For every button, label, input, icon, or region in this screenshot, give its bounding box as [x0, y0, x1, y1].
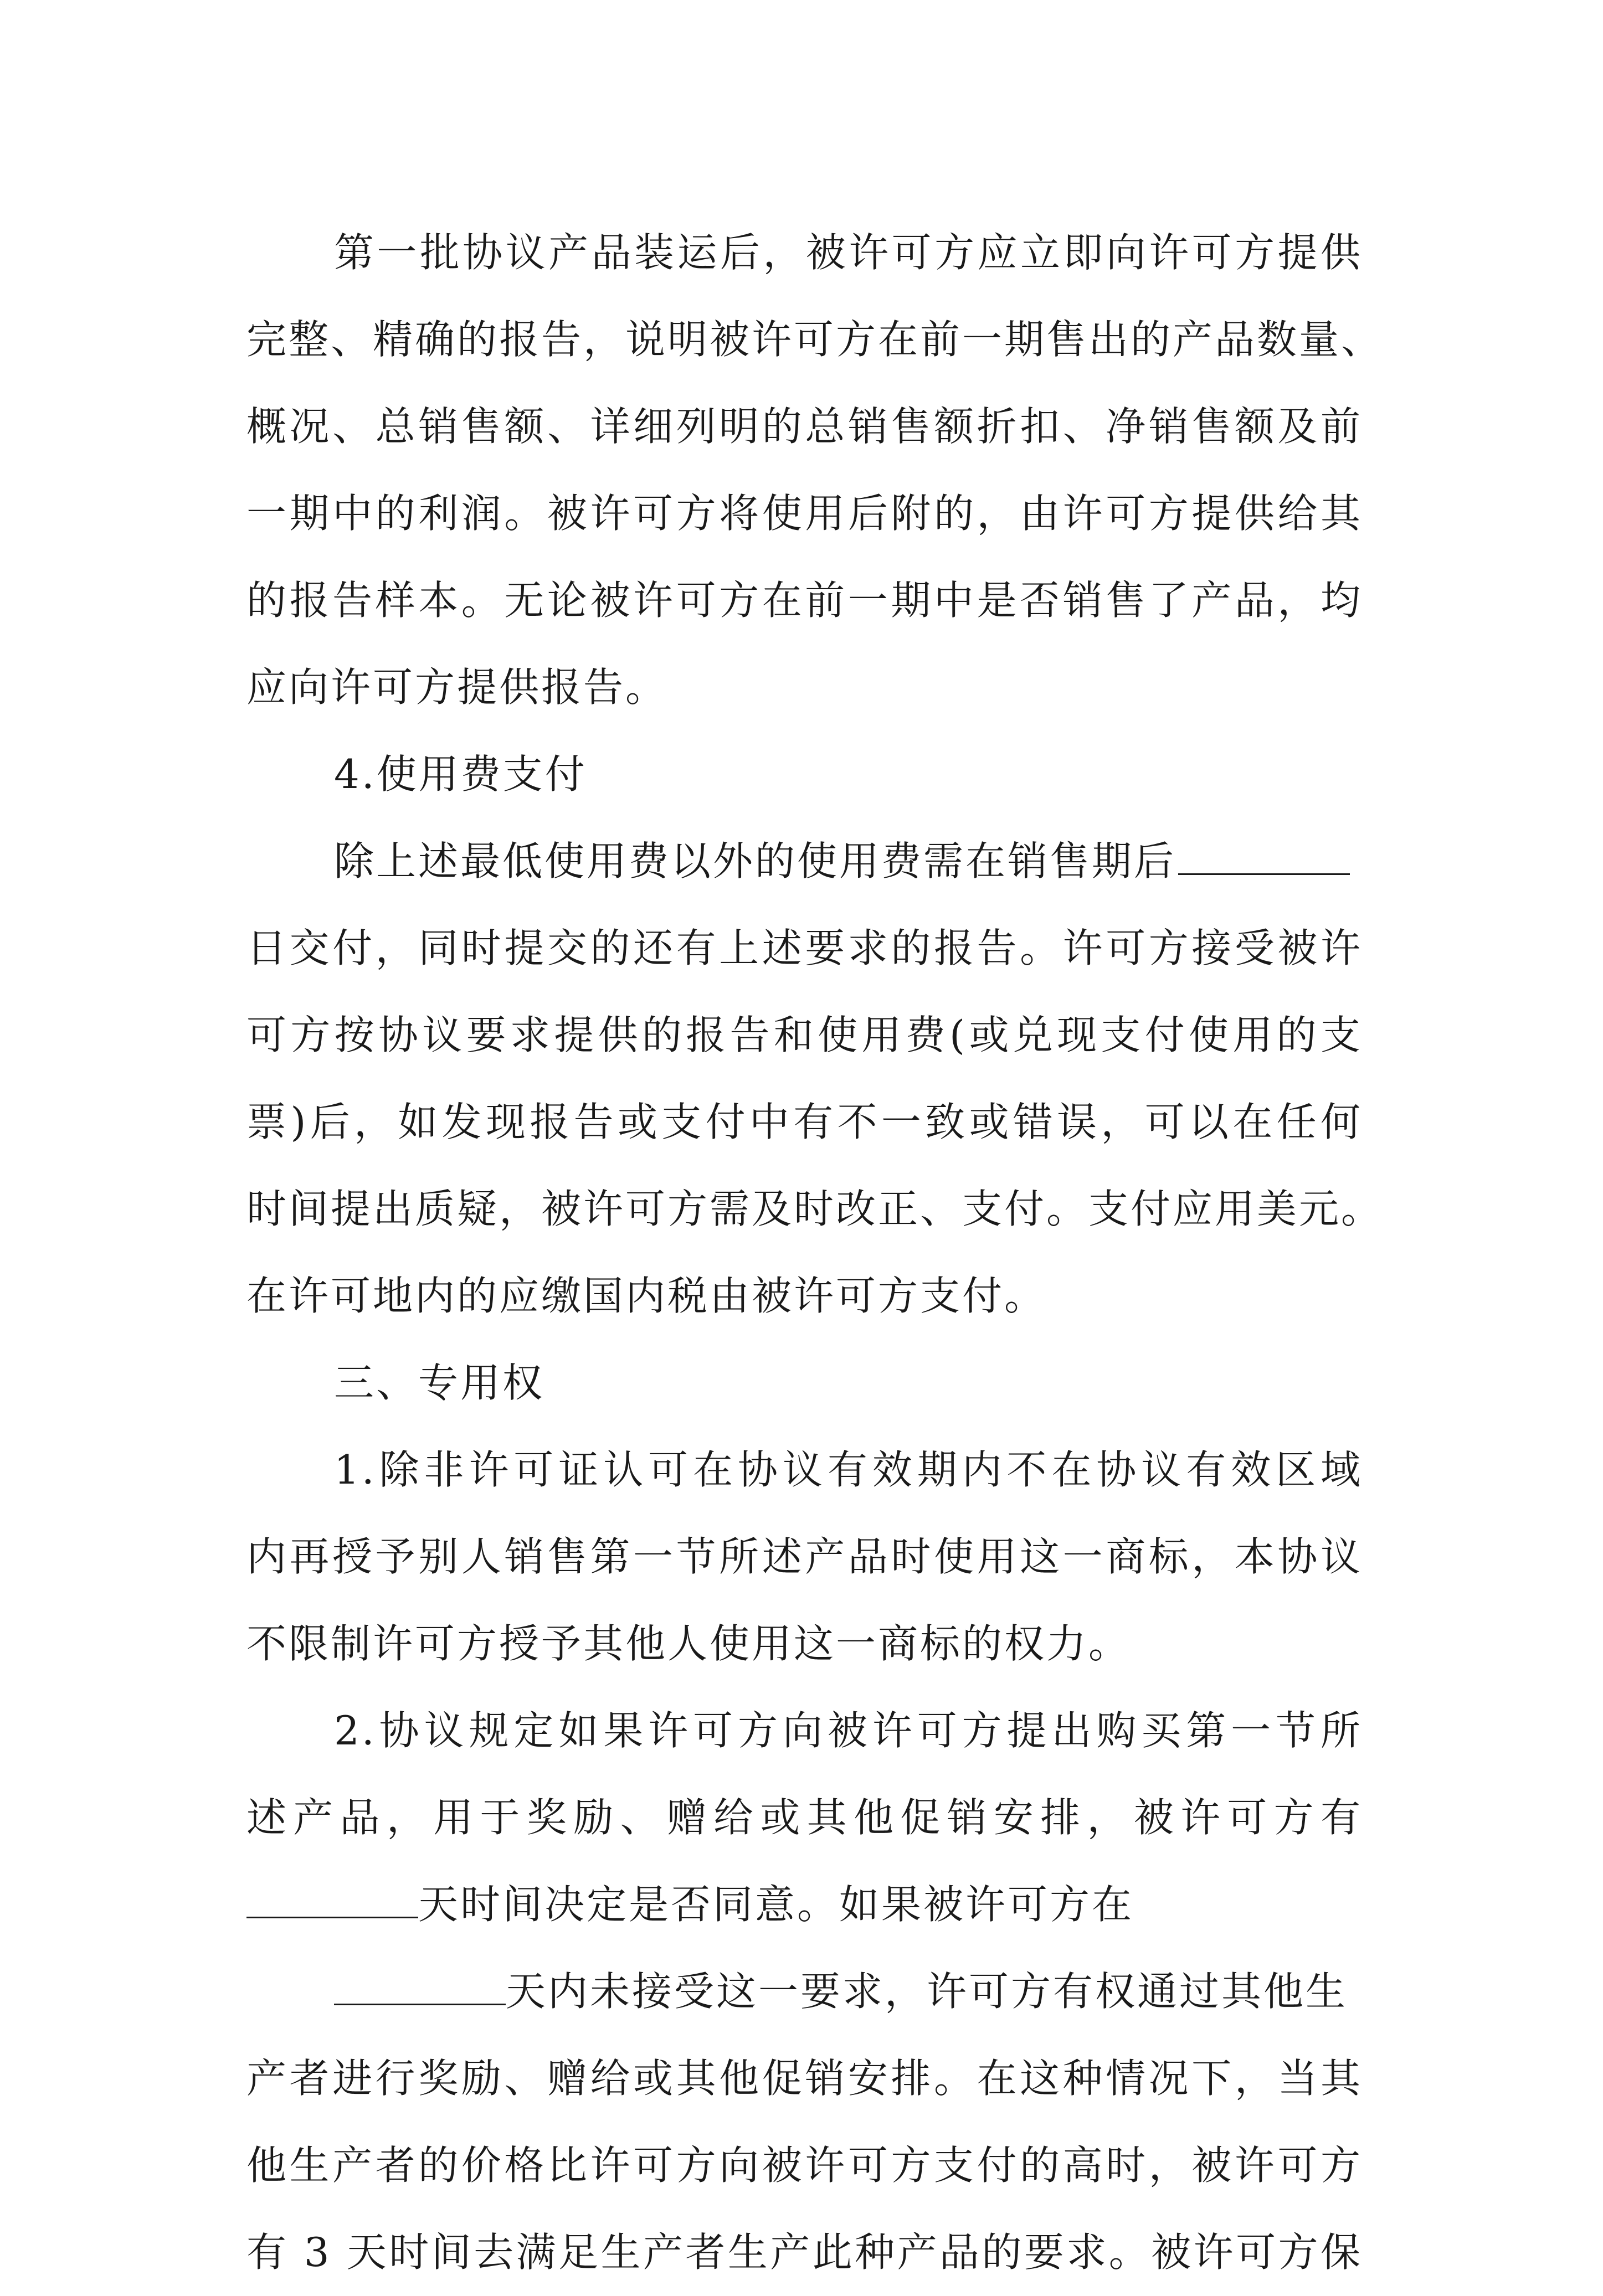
paragraph-line: 他生产者的价格比许可方向被许可方支付的高时，被许可方: [246, 2142, 1363, 2189]
paragraph-line: 1.除非许可证认可在协议有效期内不在协议有效区域: [334, 1446, 1363, 1493]
paragraph-line-with-blank: [246, 1861, 1363, 1948]
paragraph-line: 不限制许可方授予其他人使用这一商标的权力。: [246, 1620, 1131, 1667]
section-heading-exclusive-rights: 三、专用权: [334, 1360, 545, 1406]
paragraph-line: 可方按协议要求提供的报告和使用费(或兑现支付使用的支: [246, 1012, 1363, 1058]
paragraph-line: 内再授予别人销售第一节所述产品时使用这一商标，本协议: [246, 1533, 1363, 1580]
paragraph-line: 概况、总销售额、详细列明的总销售额折扣、净销售额及前: [246, 403, 1363, 450]
paragraph-line: 时间提出质疑，被许可方需及时改正、支付。支付应用美元。: [246, 1186, 1384, 1232]
fill-in-blank: [334, 1970, 506, 2005]
paragraph-line: 第一批协议产品装运后，被许可方应立即向许可方提供: [334, 229, 1363, 276]
paragraph-line: 的报告样本。无论被许可方在前一期中是否销售了产品，均: [246, 577, 1363, 624]
paragraph-line: 在许可地内的应缴国内税由被许可方支付。: [246, 1273, 1047, 1319]
paragraph-line: 产者进行奖励、赠给或其他促销安排。在这种情况下，当其: [246, 2055, 1363, 2102]
section-heading-payment: 4.使用费支付: [334, 751, 587, 797]
paragraph-line: 一期中的利润。被许可方将使用后附的，由许可方提供给其: [246, 490, 1363, 537]
fill-in-blank: [1178, 840, 1350, 875]
paragraph-line-with-blank: [246, 1948, 1363, 2035]
fill-in-blank: [246, 1883, 418, 1918]
paragraph-text: 除上述最低使用费以外的使用费需在销售期后: [334, 838, 1176, 884]
paragraph-line: 述产品，用于奖励、赠给或其他促销安排，被许可方有: [246, 1794, 1363, 1841]
document-body: [246, 209, 1384, 2296]
paragraph-line: 票)后，如发现报告或支付中有不一致或错误，可以在任何: [246, 1099, 1363, 1145]
paragraph-line: 完整、精确的报告，说明被许可方在前一期售出的产品数量、: [246, 316, 1384, 363]
paragraph-text: 天时间决定是否同意。如果被许可方在: [418, 1881, 1134, 1928]
paragraph-line-with-blank: [246, 818, 1363, 905]
paragraph-line: 2.协议规定如果许可方向被许可方提出购买第一节所: [334, 1707, 1363, 1754]
paragraph-line: 日交付，同时提交的还有上述要求的报告。许可方接受被许: [246, 925, 1363, 971]
paragraph-line: 应向许可方提供报告。: [246, 664, 668, 711]
paragraph-line: 有 3 天时间去满足生产者生产此种产品的要求。被许可方保: [246, 2229, 1363, 2276]
paragraph-text: 天内未接受这一要求，许可方有权通过其他生: [506, 1968, 1348, 2015]
